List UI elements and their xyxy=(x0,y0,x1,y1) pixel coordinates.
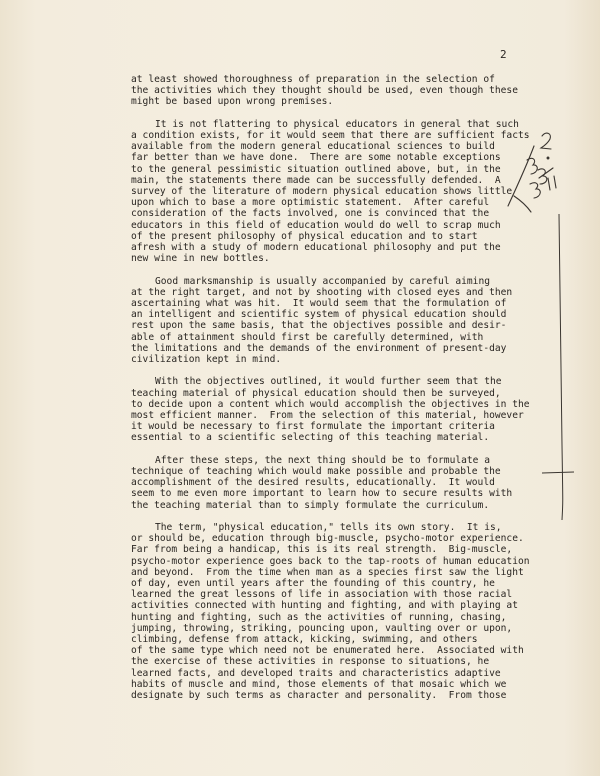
text-line: consideration of the facts involved, one is convinced that the xyxy=(131,208,490,220)
text-line: rest upon the same basis, that the objectives possible and desir- xyxy=(131,320,507,332)
text-line: survey of the literature of modern physical education shows little xyxy=(131,186,513,198)
text-line: an intelligent and scientific system of physical education should xyxy=(131,309,507,321)
text-line: the activities which they thought should be used, even though these xyxy=(131,85,518,97)
text-line: accomplishment of the desired results, educationally. It would xyxy=(131,477,495,489)
text-line: to decide upon a content which would accomplish the objectives in the xyxy=(131,398,530,410)
text-line: able of attainment should first be carefully determined, with xyxy=(131,331,484,343)
text-line: new wine in new bottles. xyxy=(131,253,270,265)
text-line: teaching material of physical education should then be surveyed, xyxy=(131,387,501,399)
margin-vertical-line xyxy=(559,214,563,520)
text-line: learned the great lessons of life in association with those racial xyxy=(131,589,513,601)
text-line: With the objectives outlined, it would further seem that the xyxy=(155,376,502,388)
text-line: essential to a scientific selecting of this teaching material. xyxy=(131,432,490,444)
text-line: might be based upon wrong premises. xyxy=(131,96,334,108)
text-line: afresh with a study of modern educational philosophy and put the xyxy=(131,242,501,254)
text-line: activities connected with hunting and fighting, and with playing at xyxy=(131,600,518,612)
text-line: hunting and fighting, such as the activities of running, chasing, xyxy=(131,611,507,623)
text-line: far better than we have done. There are some notable exceptions xyxy=(131,152,501,164)
text-line: to the general pessimistic situation outlined above, but, in the xyxy=(131,163,501,175)
text-line: It is not flattering to physical educators in general that such xyxy=(155,118,519,130)
text-line: a condition exists, for it would seem that there are sufficient facts xyxy=(131,130,530,141)
text-line: learned facts, and developed traits and characteristics adaptive xyxy=(131,667,501,679)
text-line: habits of muscle and mind, those elements of that mosaic which we xyxy=(131,678,507,690)
text-line: most efficient manner. From the selection of this material, however xyxy=(131,410,524,422)
text-line: educators in this field of education would do well to scrap much xyxy=(131,219,501,231)
text-line: the teaching material than to simply formulate the curriculum. xyxy=(131,499,490,511)
text-line: the exercise of these activities in response to situations, he xyxy=(131,656,490,668)
text-line: climbing, defense from attack, kicking, swimming, and others xyxy=(131,634,478,646)
text-line: available from the modern general educational sciences to build xyxy=(131,141,495,153)
text-line: of day, even until years after the founding of this country, he xyxy=(131,578,495,590)
margin-cross-mark xyxy=(542,472,574,473)
text-line: civilization kept in mind. xyxy=(131,354,282,366)
text-line: psycho-motor experience goes back to the tap-roots of human education xyxy=(131,555,530,567)
text-line: Good marksmanship is usually accompanied by careful aiming xyxy=(155,275,491,287)
text-line: ascertaining what was hit. It would seem that the formulation of xyxy=(131,298,507,310)
text-line: or should be, education through big-muscle, psycho-motor experience. xyxy=(131,533,524,545)
text-line: at least showed thoroughness of preparation in the selection of xyxy=(131,74,495,85)
text-line: jumping, throwing, striking, pouncing upon, vaulting over or upon, xyxy=(131,622,513,634)
text-line: at the right target, and not by shooting with closed eyes and then xyxy=(131,286,513,298)
text-line: The term, "physical education," tells its own story. It is, xyxy=(155,522,502,534)
text-line: Far from being a handicap, this is its real strength. Big-muscle, xyxy=(131,544,513,556)
text-line: technique of teaching which would make possible and probable the xyxy=(131,466,501,478)
text-line: designate by such terms as character and personality. From those xyxy=(131,690,507,702)
text-line: upon which to base a more optimistic statement. After careful xyxy=(131,197,490,209)
text-line: After these steps, the next thing should be to formulate a xyxy=(155,454,491,466)
text-line: it would be necessary to first formulate the important criteria xyxy=(131,421,495,433)
text-line: the limitations and the demands of the environment of present-day xyxy=(131,342,507,354)
text-line: main, the statements there made can be successfully defended. A xyxy=(131,174,501,186)
text-line: seem to me even more important to learn how to secure results with xyxy=(131,488,513,500)
page-number: 2 xyxy=(500,48,507,61)
margin-note-handwriting xyxy=(508,133,556,212)
text-line: of the present philosophy of physical education and to start xyxy=(131,230,478,242)
text-line: of the same type which need not be enumerated here. Associated with xyxy=(131,645,524,657)
text-line: and beyond. From the time when man as a species first saw the light xyxy=(131,566,524,578)
